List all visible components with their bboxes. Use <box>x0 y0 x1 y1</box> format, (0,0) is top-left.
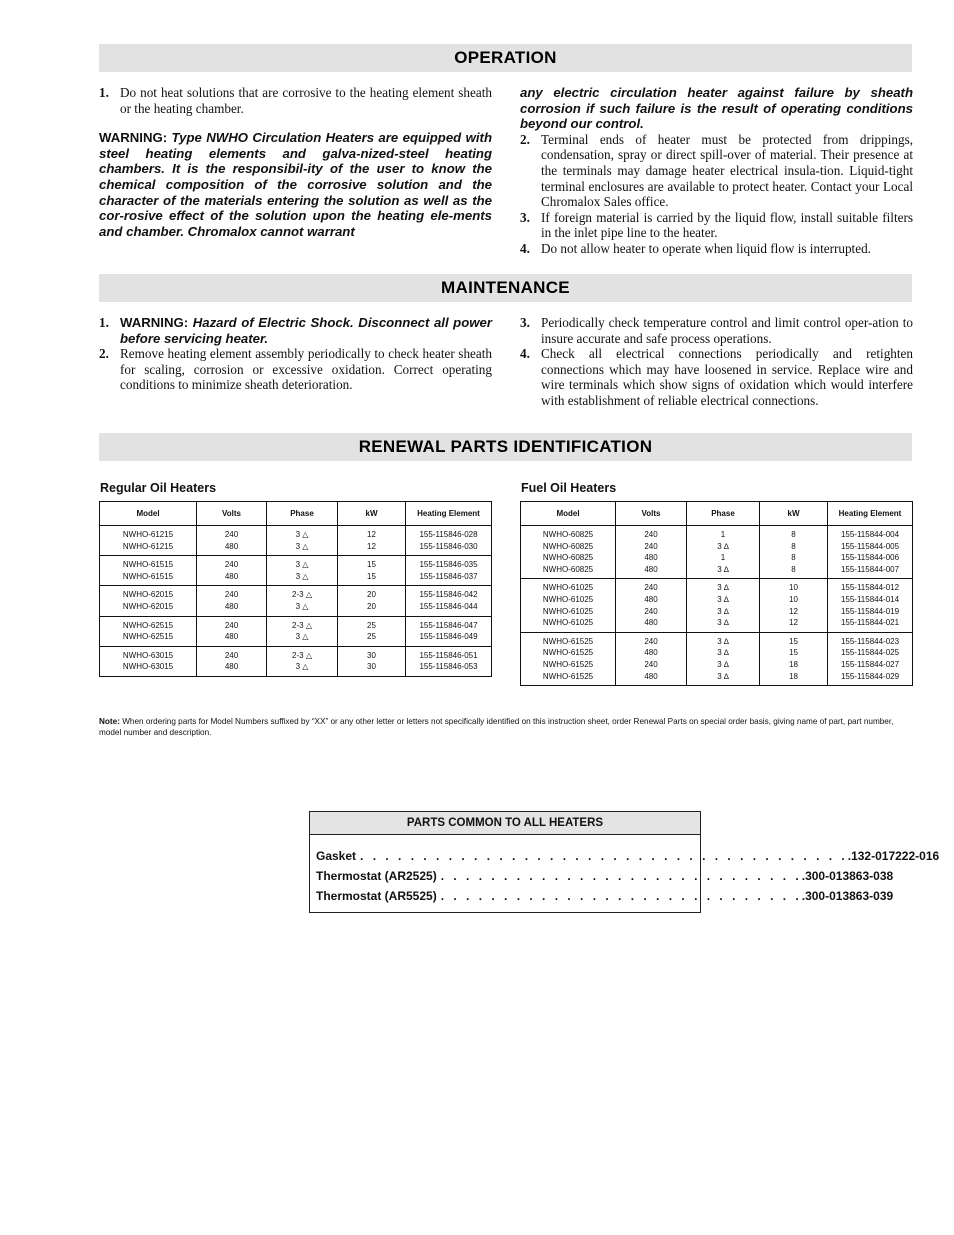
leader-dots: . . . . . . . . . . . . . . . . . . . . . . . . . . . . . . . . . . . . . . . <box>360 849 848 863</box>
item-text: Do not allow heater to operate when liquid flow is interrupted. <box>541 240 871 256</box>
operation-right-column <box>520 85 913 257</box>
column-header: Phase <box>267 502 338 526</box>
table-header-row <box>521 502 913 526</box>
part-name: Gasket <box>316 849 357 863</box>
maintenance-item-3 <box>520 315 913 346</box>
item-number: 2. <box>520 131 530 147</box>
maintenance-item-1 <box>99 315 492 346</box>
table-cell: 240 480 <box>197 586 267 616</box>
common-part-row <box>316 886 894 906</box>
table-cell: 155-115844-023 155-115844-025 155-115844-027 155-115844-029 <box>828 632 913 685</box>
table-cell: 240 480 240 480 <box>616 632 687 685</box>
table-cell: 240 480 <box>197 616 267 646</box>
note-text: When ordering parts for Model Numbers suffixed by “XX” or any other letter or letters not specifically identified on this instruction sheet, order Renewal Parts on special order basis, giving name of part, part number, model number and description. <box>99 717 894 738</box>
table-row <box>100 526 492 556</box>
item-text: Periodically check temperature control and limit control oper-ation to insure accurate and safe process operations. <box>541 315 913 346</box>
item-text: Check all electrical connections periodically and retighten connections which may have loosened in service. Replace wire and wire terminals which show signs of oxidation which would interfere with establishment of reliable electrical connections. <box>541 346 913 408</box>
table-cell: 1 3 ∆ 1 3 ∆ <box>687 526 760 579</box>
maintenance-item-4 <box>520 346 913 408</box>
operation-item-1 <box>99 85 492 116</box>
part-number: .300-013863-039 <box>801 889 894 903</box>
fuel-oil-table <box>520 501 913 686</box>
table-cell: 3 △ 3 △ <box>267 526 338 556</box>
warning-text: Type NWHO Circulation Heaters are equipped with steel heating elements and galva-nized-steel heating chambers. It is the responsibil-ity of the user to know the chemical composition of the corrosive solution and the character of the materials entering the solution as well as the cor-rosive effect of the solution upon the heating ele-ments and chamber. Chromalox cannot warrant <box>99 130 493 239</box>
leader-dots: . . . . . . . . . . . . . . . . . . . . . . . . . . . . . <box>440 889 802 903</box>
table-cell: NWHO-63015 NWHO-63015 <box>100 646 197 676</box>
table-cell: 155-115846-051 155-115846-053 <box>406 646 492 676</box>
item-number: 1. <box>99 315 109 330</box>
table-cell: NWHO-62015 NWHO-62015 <box>100 586 197 616</box>
maintenance-left-column <box>99 315 492 393</box>
table-cell: 3 △ 3 △ <box>267 556 338 586</box>
common-parts-list <box>310 835 940 906</box>
item-text: Remove heating element assembly periodically to check heater sheath for scaling, corrosion or excessive oxidation. Correct operating conditions to minimize sheath deterioration. <box>120 346 492 393</box>
table-row <box>100 556 492 586</box>
item-number: 4. <box>520 346 530 362</box>
common-part-row <box>316 866 894 886</box>
leader-dots: . . . . . . . . . . . . . . . . . . . . . . . . . . . . . <box>440 869 802 883</box>
table-cell: 155-115846-047 155-115846-049 <box>406 616 492 646</box>
table-cell: 240 480 <box>197 646 267 676</box>
regular-oil-table <box>99 501 492 677</box>
table-cell: 20 20 <box>338 586 406 616</box>
column-header: kW <box>338 502 406 526</box>
column-header: kW <box>760 502 828 526</box>
part-name: Thermostat (AR2525) <box>316 869 437 883</box>
maintenance-item-2 <box>99 346 492 393</box>
table-cell: 240 480 240 480 <box>616 579 687 632</box>
renewal-parts-heading: RENEWAL PARTS IDENTIFICATION <box>99 433 912 461</box>
item-number: 3. <box>520 209 530 225</box>
table-cell: 155-115844-012 155-115844-014 155-115844-019 155-115844-021 <box>828 579 913 632</box>
table-row <box>100 586 492 616</box>
column-header: Volts <box>616 502 687 526</box>
item-text <box>120 315 492 346</box>
common-part-row <box>316 846 940 866</box>
table-cell: 2-3 △ 3 △ <box>267 586 338 616</box>
maintenance-heading: MAINTENANCE <box>99 274 912 302</box>
item-number: 2. <box>99 346 109 362</box>
item-number: 4. <box>520 240 530 256</box>
ordering-note <box>99 716 912 739</box>
column-header: Model <box>521 502 616 526</box>
column-header: Phase <box>687 502 760 526</box>
table-cell: 155-115846-042 155-115846-044 <box>406 586 492 616</box>
table-cell: NWHO-61215 NWHO-61215 <box>100 526 197 556</box>
part-number: .132-017222-016 <box>847 849 940 863</box>
operation-heading: OPERATION <box>99 44 912 72</box>
regular-oil-title: Regular Oil Heaters <box>100 481 217 495</box>
table-cell: 25 25 <box>338 616 406 646</box>
operation-item-4 <box>520 241 913 257</box>
operation-warning-continued: any electric circulation heater against failure by sheath corrosion if such failure is the result of operating conditions beyond our control. <box>520 85 913 132</box>
maintenance-right-column <box>520 315 913 409</box>
table-cell: 30 30 <box>338 646 406 676</box>
table-cell: NWHO-61525 NWHO-61525 NWHO-61525 NWHO-61525 <box>521 632 616 685</box>
table-row <box>521 632 913 685</box>
column-header: Heating Element <box>406 502 492 526</box>
item-text: If foreign material is carried by the liquid flow, install suitable filters in the inlet pipe line to the heater. <box>541 209 913 241</box>
table-cell: NWHO-61025 NWHO-61025 NWHO-61025 NWHO-61025 <box>521 579 616 632</box>
fuel-oil-title: Fuel Oil Heaters <box>521 481 617 495</box>
table-cell: NWHO-61515 NWHO-61515 <box>100 556 197 586</box>
part-name: Thermostat (AR5525) <box>316 889 437 903</box>
common-parts-box <box>309 811 940 913</box>
operation-warning <box>99 130 492 239</box>
note-lead: Note: <box>99 717 120 726</box>
item-text: Do not heat solutions that are corrosive to the heating element sheath or the heating chamber. <box>120 85 492 116</box>
column-header: Volts <box>197 502 267 526</box>
table-row <box>521 579 913 632</box>
table-cell: 2-3 △ 3 △ <box>267 616 338 646</box>
table-cell: 2-3 △ 3 △ <box>267 646 338 676</box>
table-cell: 15 15 18 18 <box>760 632 828 685</box>
operation-left-column <box>99 85 492 239</box>
table-cell: 240 480 <box>197 526 267 556</box>
table-cell: 240 480 <box>197 556 267 586</box>
column-header: Model <box>100 502 197 526</box>
table-cell: 155-115846-028 155-115846-030 <box>406 526 492 556</box>
table-row <box>521 526 913 579</box>
operation-item-3 <box>520 210 913 241</box>
common-parts-title: PARTS COMMON TO ALL HEATERS <box>310 812 700 835</box>
table-cell: 155-115846-035 155-115846-037 <box>406 556 492 586</box>
warning-text: Hazard of Electric Shock. Disconnect all power before servicing heater. <box>120 315 493 346</box>
table-cell: NWHO-60825 NWHO-60825 NWHO-60825 NWHO-60825 <box>521 526 616 579</box>
table-cell: 15 15 <box>338 556 406 586</box>
table-row <box>100 646 492 676</box>
table-cell: 3 ∆ 3 ∆ 3 ∆ 3 ∆ <box>687 632 760 685</box>
table-cell: NWHO-62515 NWHO-62515 <box>100 616 197 646</box>
table-cell: 155-115844-004 155-115844-005 155-115844-006 155-115844-007 <box>828 526 913 579</box>
table-header-row <box>100 502 492 526</box>
table-cell: 8 8 8 8 <box>760 526 828 579</box>
table-row <box>100 616 492 646</box>
table-cell: 10 10 12 12 <box>760 579 828 632</box>
warning-lead: WARNING: <box>99 130 168 146</box>
item-number: 1. <box>99 85 109 100</box>
table-cell: 3 ∆ 3 ∆ 3 ∆ 3 ∆ <box>687 579 760 632</box>
part-number: .300-013863-038 <box>801 869 894 883</box>
column-header: Heating Element <box>828 502 913 526</box>
table-cell: 12 12 <box>338 526 406 556</box>
table-cell: 240 240 480 480 <box>616 526 687 579</box>
operation-item-2 <box>520 132 913 210</box>
item-text: Terminal ends of heater must be protected from drippings, condensation, spray or direct spill-over of material. Their presence at the terminals may damage heater electrical insula-tion. Liquid-tight terminal enclosures are available to protect heater. Contact your Local Chromalox Sales office. <box>541 131 913 210</box>
item-number: 3. <box>520 315 530 330</box>
warning-lead: WARNING: <box>120 315 189 330</box>
